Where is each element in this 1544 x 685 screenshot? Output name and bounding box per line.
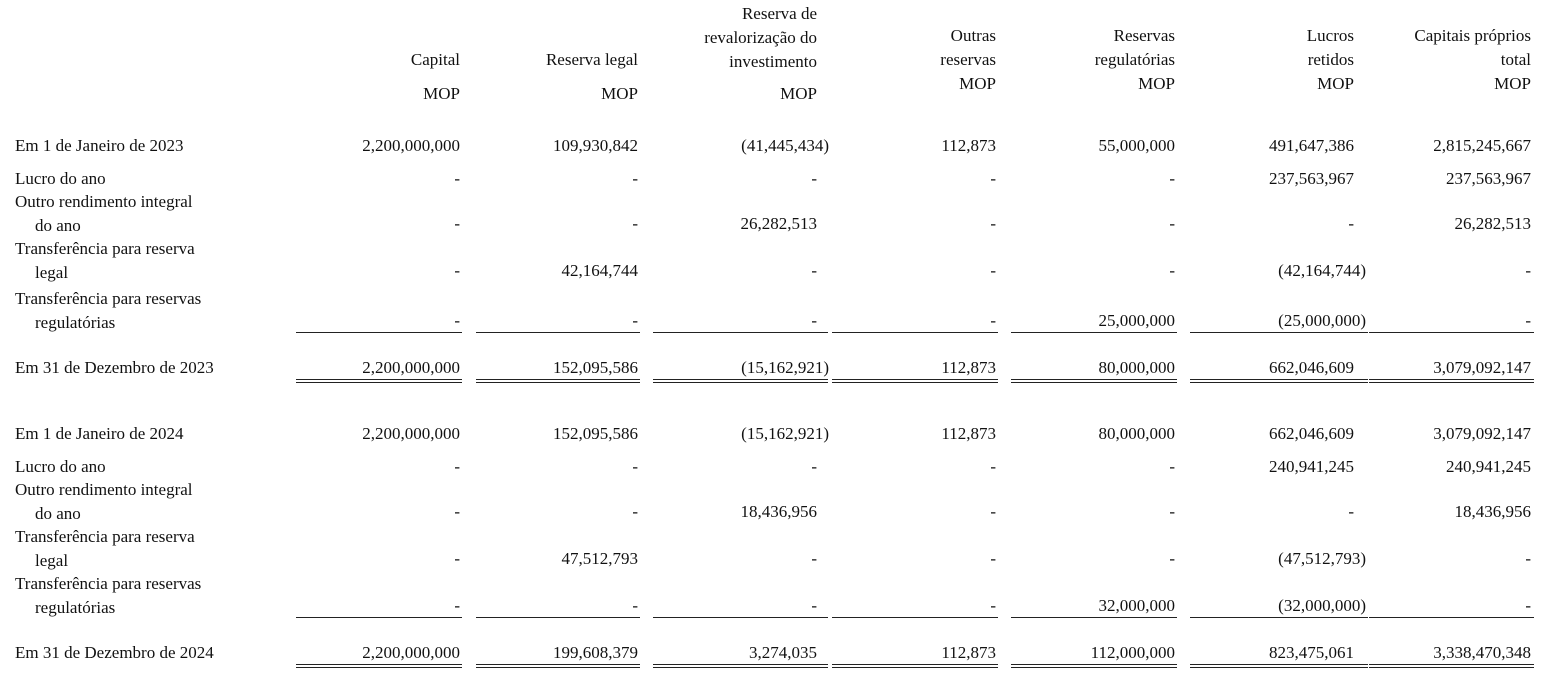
value-cell: - — [990, 261, 996, 280]
subtotal-rule — [296, 332, 462, 333]
total-double-rule — [1369, 664, 1534, 668]
value-cell: 112,873 — [941, 424, 996, 443]
value-cell: 112,873 — [941, 643, 996, 662]
total-double-rule — [476, 664, 640, 668]
value-cell: 112,873 — [941, 136, 996, 155]
value-cell: 26,282,513 — [1454, 214, 1531, 233]
row-label-line: Outro rendimento integral — [15, 480, 193, 499]
value-cell: 80,000,000 — [1098, 424, 1175, 443]
value-cell: 152,095,586 — [553, 424, 638, 443]
column-header-line: Capital — [410, 50, 460, 69]
value-cell: 47,512,793 — [561, 549, 638, 568]
value-cell: - — [1348, 214, 1354, 233]
value-cell: 240,941,245 — [1446, 457, 1531, 476]
value-cell: 2,200,000,000 — [362, 136, 460, 155]
row-label-line: Transferência para reserva — [15, 527, 195, 546]
value-cell: 18,436,956 — [740, 502, 817, 521]
total-double-rule — [476, 379, 640, 383]
row-label-line: Em 1 de Janeiro de 2024 — [15, 424, 184, 443]
row-label-line: Transferência para reservas — [15, 574, 202, 593]
value-cell: 2,200,000,000 — [362, 358, 460, 377]
value-cell: - — [1169, 457, 1175, 476]
value-cell: (47,512,793) — [1278, 549, 1366, 568]
column-header-line: reservas — [940, 50, 996, 69]
row-label — [15, 525, 195, 573]
value-cell: - — [811, 596, 817, 615]
value-cell: 2,815,245,667 — [1433, 136, 1531, 155]
row-label — [15, 237, 195, 285]
value-cell: 152,095,586 — [553, 358, 638, 377]
value-cell: (32,000,000) — [1278, 596, 1366, 615]
subtotal-rule — [653, 332, 828, 333]
column-header-line: Reservas — [1113, 26, 1175, 45]
value-cell: 42,164,744 — [561, 261, 638, 280]
value-cell: - — [1525, 261, 1531, 280]
row-label-line: legal — [35, 551, 69, 570]
value-cell: 823,475,061 — [1269, 643, 1354, 662]
value-cell: - — [454, 311, 460, 330]
value-cell: - — [811, 457, 817, 476]
row-label — [15, 572, 201, 620]
value-cell: - — [990, 169, 996, 188]
value-cell: - — [811, 169, 817, 188]
column-header-line: MOP — [959, 74, 996, 93]
subtotal-rule — [476, 332, 640, 333]
column-header-line: Lucros — [1306, 26, 1354, 45]
value-cell: - — [454, 169, 460, 188]
value-cell: - — [632, 169, 638, 188]
subtotal-rule — [1190, 332, 1368, 333]
column-header-line: MOP — [1317, 74, 1354, 93]
value-cell: 25,000,000 — [1098, 311, 1175, 330]
value-cell: - — [454, 457, 460, 476]
total-double-rule — [1011, 664, 1177, 668]
value-cell: 199,608,379 — [553, 643, 638, 662]
row-label — [15, 287, 201, 335]
value-cell: 2,200,000,000 — [362, 424, 460, 443]
column-header-line: regulatórias — [1094, 50, 1175, 69]
column-header-line: MOP — [1138, 74, 1175, 93]
column-header-line: Reserva legal — [545, 50, 638, 69]
value-cell: 240,941,245 — [1269, 457, 1354, 476]
subtotal-rule — [296, 617, 462, 618]
row-label-line: Lucro do ano — [15, 457, 106, 476]
value-cell: (15,162,921) — [741, 424, 829, 443]
column-header-line: MOP — [780, 84, 817, 103]
value-cell: - — [1169, 502, 1175, 521]
row-label — [15, 356, 214, 380]
value-cell: - — [632, 214, 638, 233]
row-label-line: regulatórias — [35, 313, 116, 332]
total-double-rule — [1190, 379, 1368, 383]
row-label-line: Transferência para reserva — [15, 239, 195, 258]
subtotal-rule — [653, 617, 828, 618]
value-cell: 3,079,092,147 — [1433, 358, 1531, 377]
value-cell: 237,563,967 — [1269, 169, 1354, 188]
total-double-rule — [653, 379, 828, 383]
value-cell: 32,000,000 — [1098, 596, 1175, 615]
value-cell: 80,000,000 — [1098, 358, 1175, 377]
total-double-rule — [1369, 379, 1534, 383]
row-label — [15, 641, 214, 665]
value-cell: (15,162,921) — [741, 358, 829, 377]
subtotal-rule — [832, 332, 998, 333]
column-header-line: MOP — [1494, 74, 1531, 93]
value-cell: - — [811, 549, 817, 568]
total-double-rule — [1011, 379, 1177, 383]
value-cell: 662,046,609 — [1269, 424, 1354, 443]
column-header-line: retidos — [1307, 50, 1354, 69]
value-cell: 112,873 — [941, 358, 996, 377]
value-cell: - — [454, 502, 460, 521]
column-header-line: Outras — [950, 26, 996, 45]
row-label-line: Outro rendimento integral — [15, 192, 193, 211]
row-label-line: regulatórias — [35, 598, 116, 617]
value-cell: (42,164,744) — [1278, 261, 1366, 280]
value-cell: - — [1348, 502, 1354, 521]
value-cell: - — [1169, 549, 1175, 568]
value-cell: - — [1169, 261, 1175, 280]
column-header-line: revalorização do — [704, 28, 817, 47]
subtotal-rule — [476, 617, 640, 618]
value-cell: 3,338,470,348 — [1433, 643, 1531, 662]
row-label — [15, 422, 184, 446]
row-label-line: Lucro do ano — [15, 169, 106, 188]
total-double-rule — [296, 379, 462, 383]
subtotal-rule — [1011, 617, 1177, 618]
row-label-line: Transferência para reservas — [15, 289, 202, 308]
value-cell: 662,046,609 — [1269, 358, 1354, 377]
value-cell: - — [454, 549, 460, 568]
column-header-line: MOP — [601, 84, 638, 103]
value-cell: - — [632, 311, 638, 330]
column-header-line: Capitais próprios — [1414, 26, 1531, 45]
column-header-line: Reserva de — [741, 4, 817, 23]
value-cell: 2,200,000,000 — [362, 643, 460, 662]
value-cell: - — [990, 457, 996, 476]
value-cell: 112,000,000 — [1090, 643, 1175, 662]
subtotal-rule — [1011, 332, 1177, 333]
row-label-line: legal — [35, 263, 69, 282]
subtotal-rule — [832, 617, 998, 618]
subtotal-rule — [1190, 617, 1368, 618]
row-label — [15, 134, 184, 158]
value-cell: - — [632, 457, 638, 476]
value-cell: - — [1169, 169, 1175, 188]
value-cell: - — [811, 261, 817, 280]
value-cell: - — [1169, 214, 1175, 233]
value-cell: - — [811, 311, 817, 330]
value-cell: - — [1525, 549, 1531, 568]
value-cell: 26,282,513 — [740, 214, 817, 233]
total-double-rule — [653, 664, 828, 668]
value-cell: 18,436,956 — [1454, 502, 1531, 521]
value-cell: - — [1525, 311, 1531, 330]
value-cell: (41,445,434) — [741, 136, 829, 155]
value-cell: - — [990, 596, 996, 615]
row-label-line: Em 1 de Janeiro de 2023 — [15, 136, 184, 155]
row-label-line: do ano — [35, 504, 81, 523]
value-cell: 237,563,967 — [1446, 169, 1531, 188]
total-double-rule — [296, 664, 462, 668]
value-cell: - — [454, 214, 460, 233]
value-cell: - — [990, 311, 996, 330]
value-cell: - — [454, 596, 460, 615]
column-header-line: investimento — [729, 52, 817, 71]
total-double-rule — [1190, 664, 1368, 668]
row-label-line: Em 31 de Dezembro de 2023 — [15, 358, 214, 377]
value-cell: - — [454, 261, 460, 280]
value-cell: (25,000,000) — [1278, 311, 1366, 330]
row-label — [15, 455, 106, 479]
total-double-rule — [832, 379, 998, 383]
column-header-line: MOP — [423, 84, 460, 103]
subtotal-rule — [1369, 332, 1534, 333]
value-cell: - — [632, 596, 638, 615]
value-cell: - — [990, 214, 996, 233]
column-header-line: total — [1500, 50, 1531, 69]
value-cell: - — [1525, 596, 1531, 615]
value-cell: 109,930,842 — [553, 136, 638, 155]
value-cell: 3,274,035 — [749, 643, 817, 662]
value-cell: - — [632, 502, 638, 521]
subtotal-rule — [1369, 617, 1534, 618]
row-label-line: do ano — [35, 216, 81, 235]
value-cell: 491,647,386 — [1269, 136, 1354, 155]
row-label — [15, 478, 193, 526]
total-double-rule — [832, 664, 998, 668]
row-label — [15, 190, 193, 238]
value-cell: 3,079,092,147 — [1433, 424, 1531, 443]
row-label-line: Em 31 de Dezembro de 2024 — [15, 643, 214, 662]
row-label — [15, 167, 106, 191]
value-cell: - — [990, 502, 996, 521]
value-cell: - — [990, 549, 996, 568]
value-cell: 55,000,000 — [1098, 136, 1175, 155]
